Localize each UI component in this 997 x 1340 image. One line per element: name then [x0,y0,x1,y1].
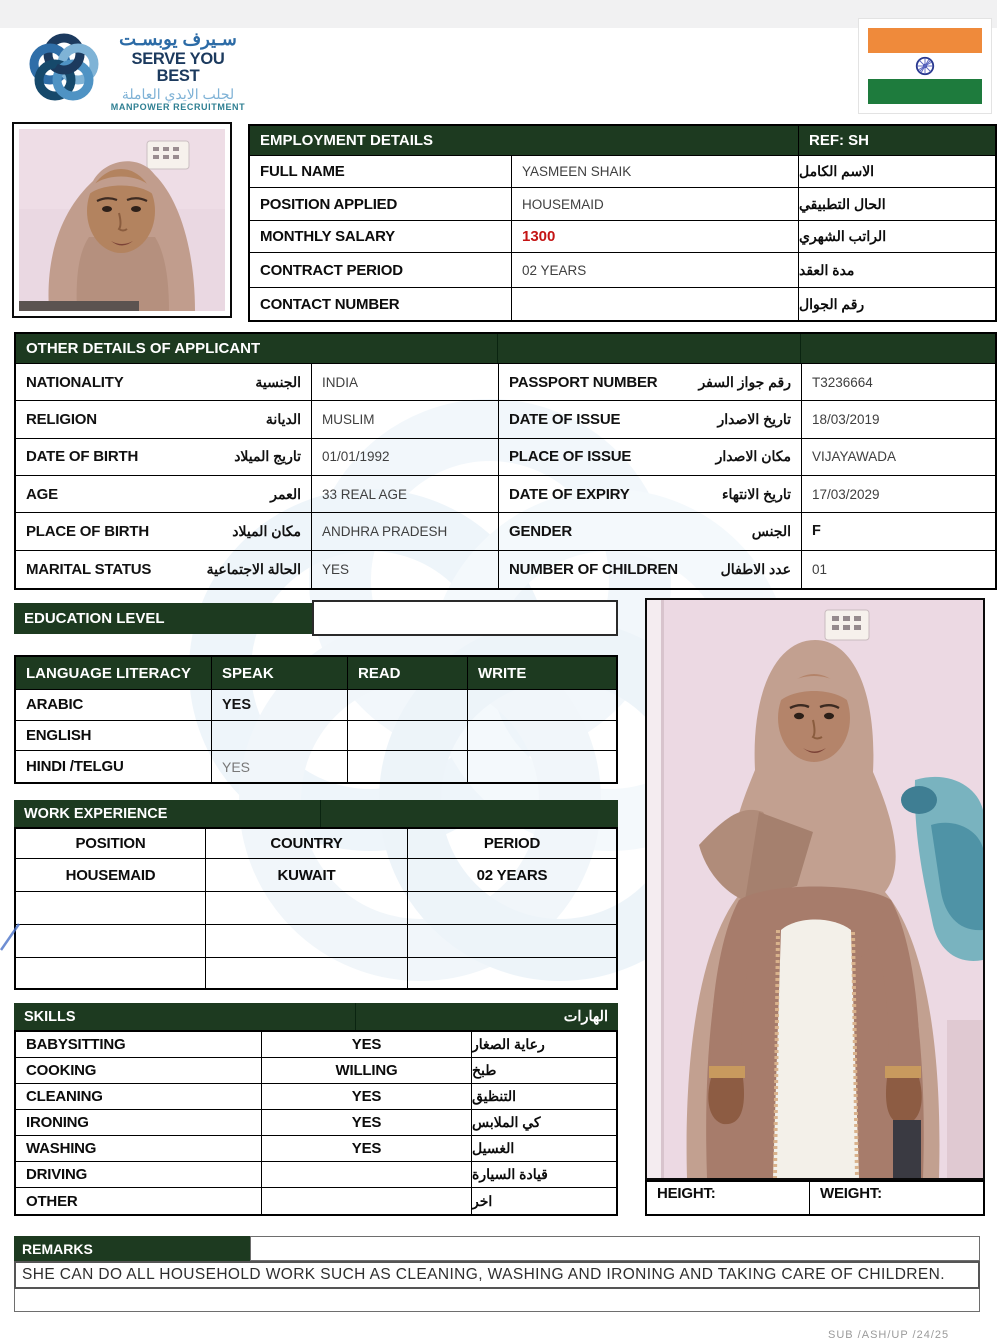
applicant-headshot-photo [12,122,232,318]
monthly-salary-label: MONTHLY SALARY [250,221,512,253]
contact-number-label: CONTACT NUMBER [250,288,512,320]
passport-number-value: T3236664 [802,364,995,401]
hindi-speak-value: YES [212,751,348,782]
remarks-empty-row [14,1289,980,1312]
number-of-children-value: 01 [812,561,828,577]
place-of-birth-value: ANDHRA PRADESH [312,513,499,550]
other-details-title: OTHER DETAILS OF APPLICANT [26,340,261,357]
skills-title: SKILLS [24,1008,76,1025]
work-experience-title: WORK EXPERIENCE [24,805,168,822]
work-position-value: HOUSEMAID [16,859,206,892]
weight-label: WEIGHT: [820,1185,882,1202]
monthly-salary-value: 1300 [512,221,799,253]
employment-details-title: EMPLOYMENT DETAILS [250,126,799,156]
ironing-value: YES [262,1110,472,1136]
ashoka-chakra-icon [914,55,936,77]
babysitting-value: YES [262,1032,472,1058]
footer-reference-text: SUB /ASH/UP /24/25 [828,1329,950,1340]
work-empty-cell [206,925,408,958]
washing-value: YES [262,1136,472,1162]
flag-white-band [868,53,982,78]
driving-label: DRIVING [16,1162,262,1188]
work-empty-cell [408,958,616,988]
speak-header: SPEAK [212,657,348,690]
driving-label-arabic: قيادة السيارة [472,1162,616,1188]
cooking-label-arabic: طبخ [472,1058,616,1084]
work-period-value: 02 YEARS [408,859,616,892]
date-of-birth-value: 01/01/1992 [312,439,499,476]
arabic-speak-value: YES [212,690,348,721]
age-label: AGE العمر [16,476,312,513]
language-literacy-table [14,655,618,784]
full-name-label: FULL NAME [250,156,512,188]
cleaning-label-arabic: التنظيق [472,1084,616,1110]
gender-value: F [802,513,995,550]
biometrics-row [645,1180,985,1216]
place-of-issue-label: PLACE OF ISSUE مكان الاصدار [499,439,802,476]
passport-number-label: PASSPORT NUMBER رقم جواز السفر [499,364,802,401]
religion-label: RELIGION الديانة [16,401,312,438]
language-arabic-label: ARABIC [16,690,212,721]
work-experience-table [14,827,618,990]
flag-green-band [868,79,982,104]
english-read-value [348,721,468,752]
arabic-write-value [468,690,616,721]
remarks-title-bar [14,1236,250,1261]
washing-label: WASHING [16,1136,262,1162]
remarks-header-blank [250,1236,980,1261]
india-flag [858,18,992,114]
babysitting-label-arabic: رعاية الصغار [472,1032,616,1058]
agency-name-english: SERVE YOU BEST [131,49,225,86]
employment-details-table [248,124,997,322]
header-divider [800,334,801,363]
position-applied-label-arabic: الحال التطبيقي [799,188,995,221]
write-header: WRITE [468,657,616,690]
other-skill-value [262,1188,472,1214]
place-of-birth-label: PLACE OF BIRTH مكان الميلاد [16,513,312,550]
other-details-title-bar [16,334,995,364]
number-of-children-label: NUMBER OF CHILDREN عدد الاطفال [499,551,802,588]
agency-logo [26,30,246,113]
work-empty-cell [16,892,206,925]
period-header: PERIOD [408,829,616,859]
gender-label: GENDER الجنس [499,513,802,550]
skills-title-arabic: الهارات [563,1008,608,1025]
religion-value: MUSLIM [312,401,499,438]
monthly-salary-label-arabic: الراتب الشهري [799,221,995,253]
work-empty-cell [408,892,616,925]
full-name-label-arabic: الاسم الكامل [799,156,995,188]
contract-period-value: 02 YEARS [512,253,799,288]
work-empty-cell [206,892,408,925]
work-empty-cell [408,925,616,958]
cleaning-label: CLEANING [16,1084,262,1110]
flag-saffron-band [868,28,982,53]
agency-tagline-arabic: لجلب الايدي العاملة [121,85,235,102]
nationality-value: INDIA [312,364,499,401]
position-applied-label: POSITION APPLIED [250,188,512,221]
country-header: COUNTRY [206,829,408,859]
work-empty-cell [16,925,206,958]
agency-tagline-english: MANPOWER RECRUITMENT [110,102,246,113]
employment-ref: REF: SH [799,126,995,156]
header-divider [355,1003,356,1030]
agency-name-arabic: سـيرف يوبسـت [119,29,237,49]
hindi-read-value [348,751,468,782]
education-level-title: EDUCATION LEVEL [24,610,165,627]
contact-number-label-arabic: رقم الجوال [799,295,865,312]
header-divider [320,800,321,827]
work-empty-cell [16,958,206,988]
nationality-label: NATIONALITY الجنسية [16,364,312,401]
cleaning-value: YES [262,1084,472,1110]
driving-value [262,1162,472,1188]
cooking-value: WILLING [262,1058,472,1084]
header-divider [497,334,498,363]
height-label: HEIGHT: [647,1182,810,1214]
english-speak-value [212,721,348,752]
education-level-title-bar [14,603,312,634]
top-gray-strip [0,0,997,28]
remarks-text: SHE CAN DO ALL HOUSEHOLD WORK SUCH AS CLEANING, WASHING AND IRONING AND TAKING CARE OF CHILDREN. [22,1266,945,1283]
work-empty-cell [206,958,408,988]
washing-label-arabic: الغسيل [472,1136,616,1162]
ironing-label-arabic: كي الملابس [472,1110,616,1136]
full-name-value: YASMEEN SHAIK [512,156,799,188]
hindi-write-value [468,751,616,782]
date-of-expiry-label: DATE OF EXPIRY تاريخ الانتهاء [499,476,802,513]
marital-status-label: MARITAL STATUS الحالة الاجتماعية [16,551,312,588]
remarks-title: REMARKS [22,1240,93,1257]
other-skill-label-arabic: اخر [472,1192,493,1209]
logo-knot-icon [26,30,102,108]
age-value: 33 REAL AGE [312,476,499,513]
position-header: POSITION [16,829,206,859]
education-level-value [312,600,618,636]
work-experience-title-bar [14,800,618,827]
arabic-read-value [348,690,468,721]
ironing-label: IRONING [16,1110,262,1136]
cooking-label: COOKING [16,1058,262,1084]
read-header: READ [348,657,468,690]
date-of-issue-label: DATE OF ISSUE تاريخ الاصدار [499,401,802,438]
date-of-birth-label: DATE OF BIRTH تاريج الميلاد [16,439,312,476]
contract-period-label: CONTRACT PERIOD [250,253,512,288]
skills-table [14,1030,618,1216]
position-applied-value: HOUSEMAID [512,188,799,221]
language-hindi-telgu-label: HINDI /TELGU [16,751,212,782]
date-of-issue-value: 18/03/2019 [802,401,995,438]
contract-period-label-arabic: مدة العقد [799,253,995,288]
other-skill-label: OTHER [16,1188,262,1214]
marital-status-value: YES [312,551,499,588]
babysitting-label: BABYSITTING [16,1032,262,1058]
skills-title-bar [14,1003,618,1030]
applicant-fullbody-photo [645,598,985,1180]
language-english-label: ENGLISH [16,721,212,752]
date-of-expiry-value: 17/03/2029 [802,476,995,513]
work-country-value: KUWAIT [206,859,408,892]
remarks-text-row [14,1261,980,1289]
place-of-issue-value: VIJAYAWADA [802,439,995,476]
other-details-table [14,332,997,590]
contact-number-value [512,288,799,320]
english-write-value [468,721,616,752]
pen-mark [0,918,22,954]
language-literacy-header: LANGUAGE LITERACY [16,657,212,690]
